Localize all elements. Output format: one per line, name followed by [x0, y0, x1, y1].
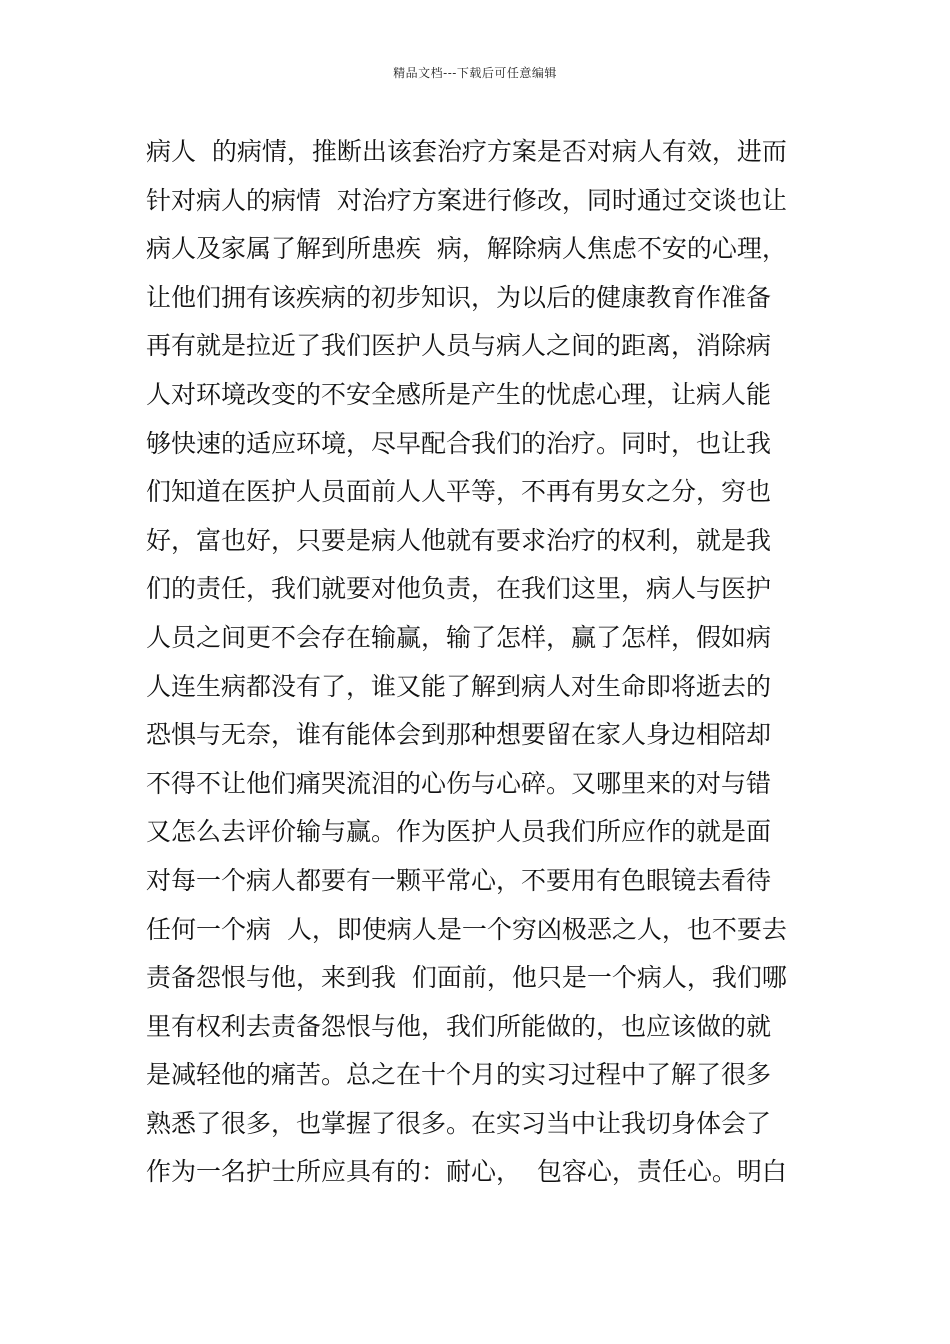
text-line: 熟悉了很多，也掌握了很多。在实习当中让我切身体会了 [146, 1108, 772, 1138]
text-line: 里有权利去责备怨恨与他，我们所能做的，也应该做的就 [146, 1011, 772, 1041]
text-line: 人连生病都没有了，谁又能了解到病人对生命即将逝去的 [146, 671, 772, 701]
page-header: 精品文档---下载后可任意编辑 [393, 66, 557, 80]
text-line: 再有就是拉近了我们医护人员与病人之间的距离，消除病 [146, 331, 772, 361]
body-paragraph [146, 128, 810, 1197]
text-line: 恐惧与无奈，谁有能体会到那种想要留在家人身边相陪却 [146, 720, 772, 750]
text-line: 作为一名护士所应具有的：耐心， 包容心，责任心。明白 [146, 1157, 787, 1187]
text-line: 们的责任，我们就要对他负责，在我们这里，病人与医护 [146, 574, 772, 604]
text-line: 病人及家属了解到所患疾 病，解除病人焦虑不安的心理， [146, 234, 787, 264]
text-line: 病人 的病情，推断出该套治疗方案是否对病人有效，进而 [146, 137, 787, 166]
text-line: 对每一个病人都要有一颗平常心，不要用有色眼镜去看待 [146, 865, 772, 895]
text-line: 不得不让他们痛哭流泪的心伤与心碎。又哪里来的对与错 [146, 768, 772, 798]
text-line: 好，富也好，只要是病人他就有要求治疗的权利，就是我 [146, 525, 772, 555]
text-line: 针对病人的病情 对治疗方案进行修改，同时通过交谈也让 [146, 185, 787, 215]
text-line: 又怎么去评价输与赢。作为医护人员我们所应作的就是面 [146, 817, 772, 847]
text-line: 人对环境改变的不安全感所是产生的忧虑心理，让病人能 [146, 379, 772, 409]
text-line: 让他们拥有该疾病的初步知识，为以后的健康教育作准备 [146, 282, 772, 312]
text-line: 任何一个病 人，即使病人是一个穷凶极恶之人，也不要去 [146, 914, 787, 944]
text-line: 责备怨恨与他，来到我 们面前，他只是一个病人，我们哪 [146, 963, 787, 993]
text-line: 人员之间更不会存在输赢，输了怎样，赢了怎样，假如病 [146, 622, 772, 652]
text-line: 们知道在医护人员面前人人平等，不再有男女之分，穷也 [146, 477, 772, 507]
text-line: 是减轻他的痛苦。总之在十个月的实习过程中了解了很多 [146, 1060, 772, 1090]
text-line: 够快速的适应环境，尽早配合我们的治疗。同时，也让我 [146, 428, 772, 458]
